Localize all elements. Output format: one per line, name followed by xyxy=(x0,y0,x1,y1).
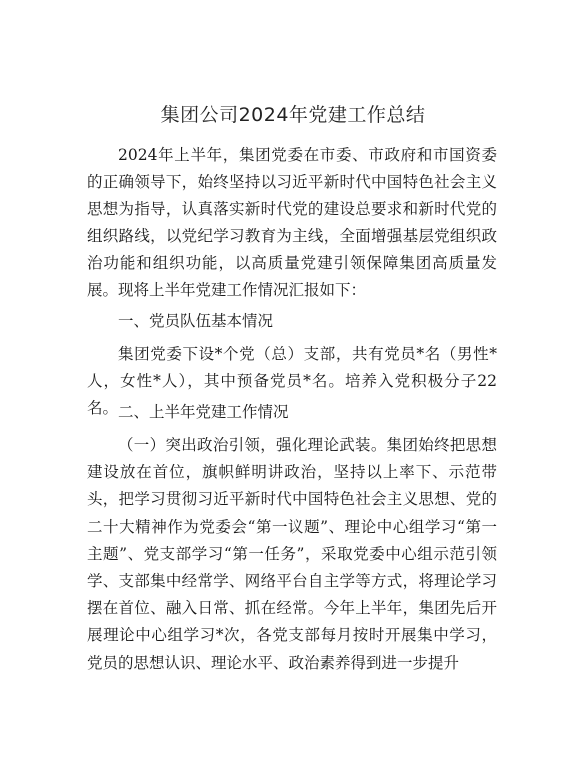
member-overview-paragraph: 集团党委下设*个党（总）支部，共有党员*名（男性*人，女性*人），其中预备党员*名。培养入党积极分子22名。 xyxy=(87,345,497,417)
section-heading-work-situation: 二、上半年党建工作情况 xyxy=(118,403,289,421)
work-situation-paragraph: （一）突出政治引领，强化理论武装。集团始终把思想建设放在首位，旗帜鲜明讲政治，坚持以上率下、示范带头，把学习贯彻习近平新时代中国特色社会主义思想、党的二十大精神作为党委会“第一议题”、理论中心组学习“第一主题”、党支部学习“第一任务”，采取党委中心组示范引领学、支部集中经常学、网络平台自主学等方式，将理论学习摆在首位、融入日常、抓在经常。今年上半年，集团先后开展理论中心组学习*次，各党支部每月按时开展集中学习，党员的思想认识、理论水平、政治素养得到进一步提升 xyxy=(87,436,497,672)
section-heading-member-overview: 一、党员队伍基本情况 xyxy=(118,312,274,330)
intro-paragraph: 2024年上半年，集团党委在市委、市政府和市国资委的正确领导下，始终坚持以习近平新时代中国特色社会主义思想为指导，认真落实新时代党的建设总要求和新时代党的组织路线，以党纪学习教育为主线，全面增强基层党组织政治功能和组织功能，以高质量党建引领保障集团高质量发展。现将上半年党建工作情况汇报如下： xyxy=(87,146,497,299)
document-title: 集团公司2024年党建工作总结 xyxy=(160,104,426,126)
